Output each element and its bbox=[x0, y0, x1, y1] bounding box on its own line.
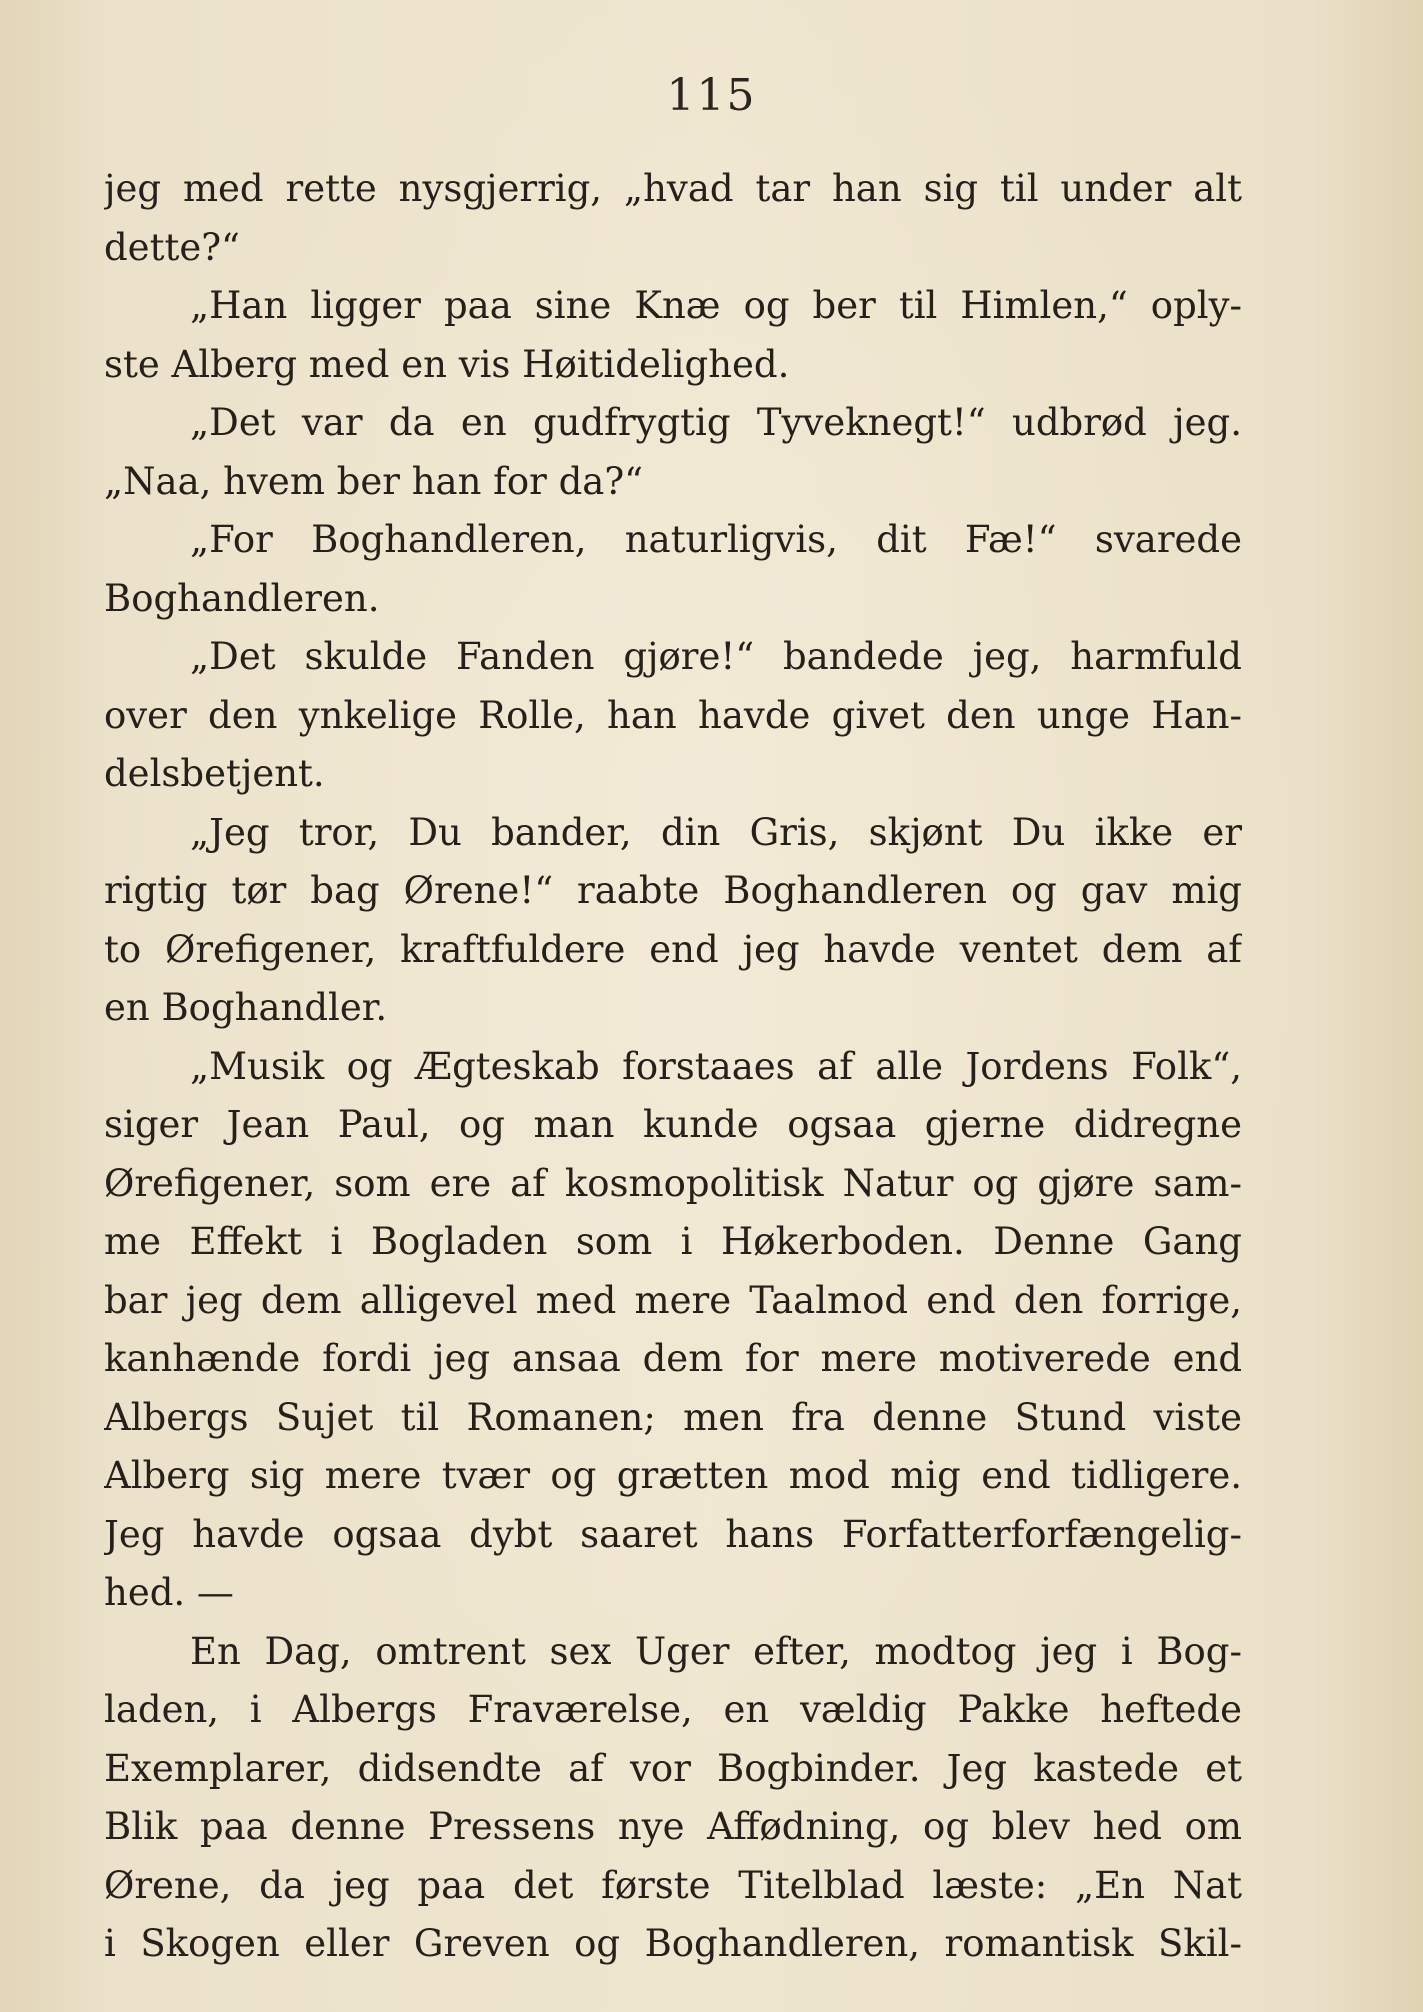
page-number: 115 bbox=[666, 70, 757, 121]
text-line: kanhænde fordi jeg ansaa dem for mere motiverede end bbox=[104, 1337, 1242, 1380]
text-line: Albergs Sujet til Romanen; men fra denne Stund viste bbox=[104, 1395, 1242, 1439]
text-line: ste Alberg med en vis Høitidelighed. bbox=[104, 342, 790, 386]
text-line: hed. — bbox=[104, 1571, 234, 1614]
text-line: Ørene, da jeg paa det første Titelblad læste: „En Nat bbox=[104, 1863, 1242, 1907]
text-line: siger Jean Paul, og man kunde ogsaa gjerne didregne bbox=[104, 1103, 1242, 1146]
text-line: delsbetjent. bbox=[104, 752, 325, 795]
text-line: me Effekt i Bogladen som i Høkerboden. Denne Gang bbox=[104, 1220, 1242, 1263]
text-line: „Det skulde Fanden gjøre!“ bandede jeg, harmfuld bbox=[190, 635, 1242, 678]
text-line: to Ørefigener, kraftfuldere end jeg havde ventet dem af bbox=[104, 927, 1242, 971]
text-line: over den ynkelige Rolle, han havde givet den unge Han- bbox=[104, 693, 1242, 737]
text-line: Ørefigener, som ere af kosmopolitisk Natur og gjøre sam- bbox=[104, 1161, 1242, 1205]
text-line: en Boghandler. bbox=[104, 986, 388, 1029]
text-line: Exemplarer, didsendte af vor Bogbinder. Jeg kastede et bbox=[104, 1746, 1242, 1790]
text-line: bar jeg dem alligevel med mere Taalmod end den forrige, bbox=[104, 1278, 1242, 1322]
text-line: „Naa, hvem ber han for da?“ bbox=[104, 459, 644, 503]
text-line: „Musik og Ægteskab forstaaes af alle Jordens Folk“, bbox=[190, 1044, 1242, 1088]
text-line: „For Boghandleren, naturligvis, dit Fæ!“ svarede bbox=[190, 518, 1242, 561]
text-line: i Skogen eller Greven og Boghandleren, romantisk Skil- bbox=[104, 1922, 1242, 1965]
text-line: „Det var da en gudfrygtig Tyveknegt!“ udbrød jeg. bbox=[190, 401, 1242, 444]
text-line: jeg med rette nysgjerrig, „hvad tar han sig til under alt bbox=[104, 167, 1242, 210]
text-line: dette?“ bbox=[104, 225, 240, 269]
body-text bbox=[104, 160, 1242, 1974]
text-line: „Jeg tror, Du bander, din Gris, skjønt Du ikke er bbox=[190, 810, 1242, 854]
text-line: Blik paa denne Pressens nye Affødning, og blev hed om bbox=[104, 1805, 1242, 1848]
text-line: „Han ligger paa sine Knæ og ber til Himlen,“ oply- bbox=[190, 284, 1242, 327]
text-line: Alberg sig mere tvær og grætten mod mig end tidligere. bbox=[104, 1454, 1242, 1497]
text-line: laden, i Albergs Fraværelse, en vældig Pakke heftede bbox=[104, 1688, 1242, 1731]
text-line: Jeg havde ogsaa dybt saaret hans Forfatterforfængelig- bbox=[104, 1512, 1242, 1556]
text-line: Boghandleren. bbox=[104, 576, 380, 620]
text-line: En Dag, omtrent sex Uger efter, modtog jeg i Bog- bbox=[190, 1629, 1242, 1673]
text-line: rigtig tør bag Ørene!“ raabte Boghandleren og gav mig bbox=[104, 869, 1242, 912]
